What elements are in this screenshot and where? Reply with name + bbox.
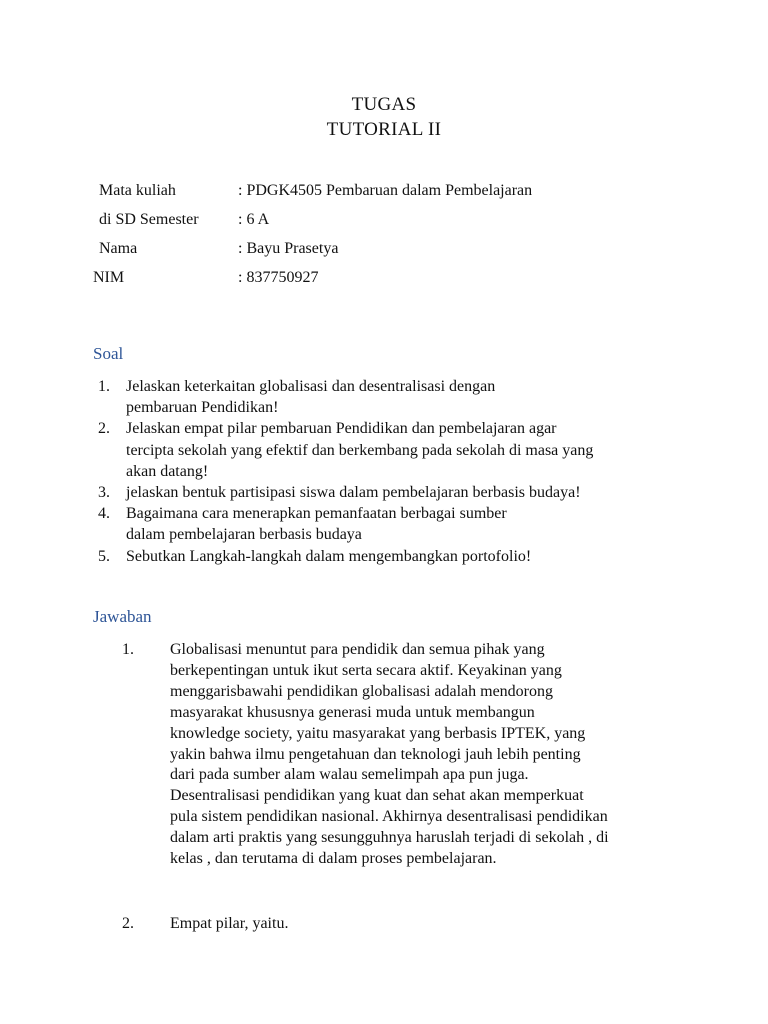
list-item-line: Jelaskan empat pilar pembaruan Pendidikan dan pembelajaran agar (126, 420, 557, 438)
info-value: : PDGK4505 Pembaruan dalam Pembelajaran (238, 182, 533, 199)
list-item (93, 376, 693, 418)
jawaban-heading: Jawaban (93, 607, 152, 626)
answer-line: yakin bahwa ilmu pengetahuan dan teknologi jauh lebih penting (170, 745, 581, 763)
info-label: Nama (99, 240, 138, 257)
list-item-number: 5. (98, 547, 110, 565)
answer-line: masyarakat khususnya generasi muda untuk membangun (170, 703, 535, 721)
list-item-number: 1. (98, 378, 110, 395)
question-list (93, 376, 693, 567)
answer-line: Globalisasi menuntut para pendidik dan semua pihak yang (170, 641, 545, 658)
list-item (93, 503, 693, 545)
list-item (93, 546, 693, 567)
document-subtitle: TUTORIAL II (326, 119, 442, 140)
list-item-line: tercipta sekolah yang efektif dan berkembang pada sekolah di masa yang (126, 441, 594, 459)
answer-line: dalam arti praktis yang sesungguhnya haruslah terjadi di sekolah , di (170, 829, 609, 847)
info-label: di SD Semester (99, 211, 199, 228)
answer-number: 2. (122, 915, 134, 932)
answer-line: knowledge society, yaitu masyarakat yang berbasis IPTEK, yang (170, 724, 586, 742)
list-item-line: Jelaskan keterkaitan globalisasi dan desentralisasi dengan (126, 378, 496, 395)
answer-line: menggarisbawahi pendidikan globalisasi adalah mendorong (170, 682, 554, 700)
answer-line: Desentralisasi pendidikan yang kuat dan sehat akan memperkuat (170, 787, 584, 805)
answer-line: kelas , dan terutama di dalam proses pembelajaran. (170, 850, 497, 868)
soal-heading: Soal (93, 344, 124, 363)
answer-line: berkepentingan untuk ikut serta secara aktif. Keyakinan yang (170, 661, 562, 679)
answer-line: dari pada sumber alam walau semelimpah apa pun juga. (170, 766, 529, 784)
info-label: NIM (93, 269, 125, 286)
info-value: : 837750927 (238, 269, 319, 286)
list-item-line: pembaruan Pendidikan! (126, 399, 279, 417)
list-item-line: Sebutkan Langkah-langkah dalam mengembangkan portofolio! (126, 547, 532, 565)
info-value: : 6 A (238, 211, 270, 228)
info-value: : Bayu Prasetya (238, 240, 339, 257)
list-item-line: akan datang! (126, 462, 209, 480)
list-item (93, 418, 693, 482)
answer-number: 1. (122, 641, 134, 658)
list-item-number: 3. (98, 484, 110, 502)
list-item-line: Bagaimana cara menerapkan pemanfaatan berbagai sumber (126, 505, 507, 523)
info-label: Mata kuliah (99, 182, 176, 199)
list-item-number: 4. (98, 505, 110, 523)
answer-line: Empat pilar, yaitu. (170, 915, 289, 932)
list-item-line: jelaskan bentuk partisipasi siswa dalam pembelajaran berbasis budaya! (126, 484, 581, 502)
document-title: TUGAS (351, 94, 417, 115)
list-item-number: 2. (98, 420, 110, 438)
list-item-line: dalam pembelajaran berbasis budaya (126, 526, 362, 544)
answer-text (170, 640, 609, 870)
answer-line: pula sistem pendidikan nasional. Akhirnya desentralisasi pendidikan (170, 808, 608, 826)
list-item (93, 482, 693, 503)
answer-text (170, 914, 288, 935)
